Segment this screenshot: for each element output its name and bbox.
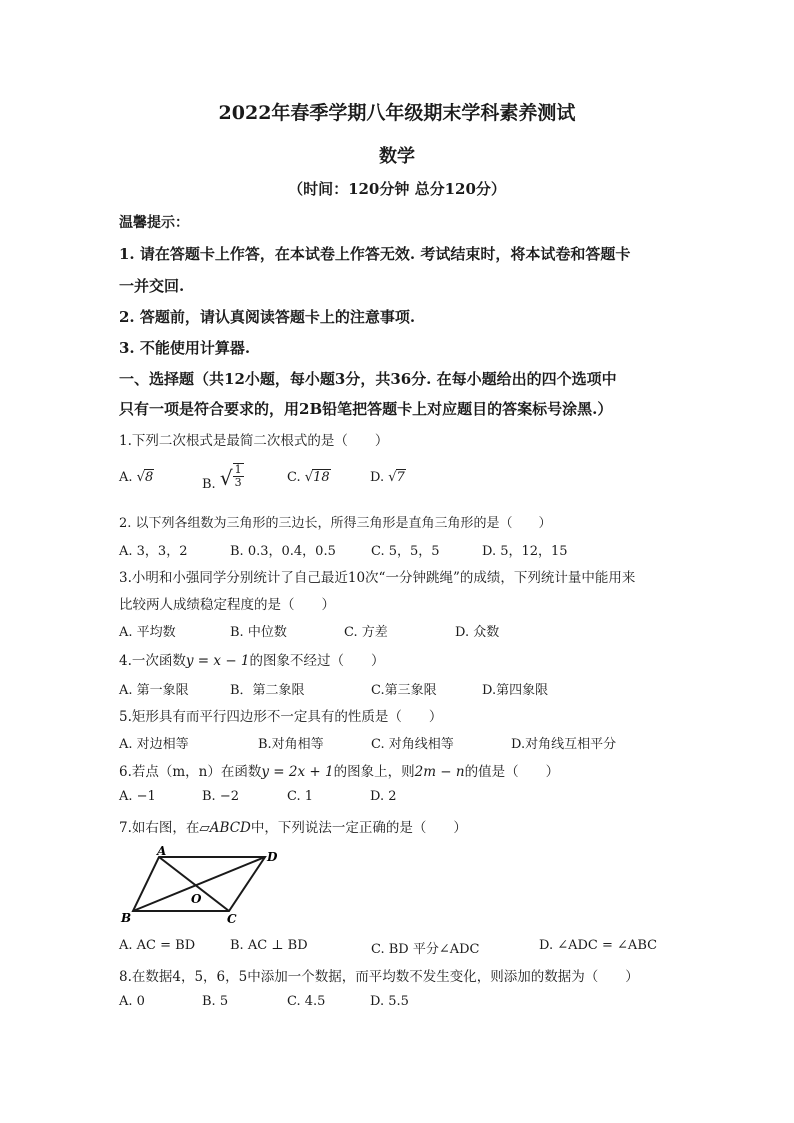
vertex-label-d: D <box>267 850 278 864</box>
q7-option-b: B. AC ⊥ BD <box>230 938 308 953</box>
sqrt-symbol-icon: √ <box>388 470 397 485</box>
q1-option-b-fraction <box>233 463 244 489</box>
section-1-line-2: 只有一项是符合要求的，用2B铅笔把答题卡上对应题目的答案标号涂黑.） <box>119 400 613 418</box>
q1-option-a-label: A. <box>119 470 133 485</box>
q7-stem <box>119 816 467 836</box>
q3-stem-line-1: 3.小明和小强同学分别统计了自己最近10次“一分钟跳绳”的成绩，下列统计量中能用来 <box>119 570 636 586</box>
q8-option-a: A. 0 <box>119 994 145 1009</box>
q4-option-b: B．第二象限 <box>230 683 305 698</box>
center-label-o: O <box>191 892 202 906</box>
vertex-label-a: A <box>157 845 167 858</box>
exam-meta: （时间：120分钟 总分120分） <box>288 180 506 198</box>
q5-stem: 5.矩形具有而平行四边形不一定具有的性质是（ ） <box>119 709 443 725</box>
sqrt-symbol-icon: √ <box>219 466 233 490</box>
note-3: 3. 不能使用计算器. <box>119 339 251 357</box>
q3-option-c: C. 方差 <box>344 625 388 640</box>
q4-stem <box>119 649 385 669</box>
q6-option-d: D. 2 <box>370 789 397 804</box>
q1-option-b-numerator: 1 <box>234 462 242 476</box>
q3-option-b: B. 中位数 <box>230 625 287 640</box>
q4-stem-math: y = x − 1 <box>185 653 250 669</box>
q1-option-b-denominator: 3 <box>234 475 242 489</box>
exam-subject: 数学 <box>379 146 415 167</box>
q2-option-a: A. 3，3，2 <box>119 544 188 559</box>
q6-stem-math: y = 2x + 1 <box>261 764 334 780</box>
q6-option-b: B. −2 <box>202 789 239 804</box>
q5-option-a: A. 对边相等 <box>119 737 189 752</box>
q8-option-b: B. 5 <box>202 994 229 1009</box>
q7-stem-post: 中，下列说法一定正确的是（ ） <box>250 820 467 836</box>
note-2: 2. 答题前，请认真阅读答题卡上的注意事项. <box>119 308 416 326</box>
q2-option-c: C. 5，5，5 <box>371 544 440 559</box>
q8-stem: 8.在数据4，5，6，5中添加一个数据，而平均数不发生变化，则添加的数据为（ ） <box>119 969 639 985</box>
q5-option-d: D.对角线互相平分 <box>511 737 617 752</box>
parallelogram-figure <box>119 845 289 927</box>
q6-stem-mid: 的图象上，则 <box>333 764 415 780</box>
exam-title: 2022年春季学期八年级期末学科素养测试 <box>218 102 576 124</box>
q6-stem <box>119 760 559 780</box>
note-1-line-2: 一并交回. <box>119 277 185 295</box>
q8-option-d: D. 5.5 <box>370 994 409 1009</box>
q4-stem-post: 的图象不经过（ ） <box>249 653 385 669</box>
q1-stem: 1.下列二次根式是最简二次根式的是（ ） <box>119 433 389 449</box>
q1-option-d-radicand: 7 <box>396 470 405 485</box>
note-1-line-1: 1. 请在答题卡上作答，在本试卷上作答无效. 考试结束时，将本试卷和答题卡 <box>119 245 631 263</box>
section-1-line-1: 一、选择题（共12小题，每小题3分，共36分. 在每小题给出的四个选项中 <box>119 370 617 388</box>
q1-option-c-label: C. <box>287 470 301 485</box>
q3-option-a: A. 平均数 <box>119 625 176 640</box>
q1-option-b <box>202 460 244 492</box>
q4-option-c: C.第三象限 <box>371 683 437 698</box>
q7-stem-pre: 7.如右图，在 <box>119 820 200 836</box>
q1-option-c <box>287 469 331 485</box>
q7-option-c: C. BD 平分∠ADC <box>371 942 480 957</box>
q6-stem-pre: 6.若点（m，n）在函数 <box>119 764 262 780</box>
q6-stem-math-2: 2m − n <box>414 764 465 780</box>
q6-option-a: A. −1 <box>119 789 156 804</box>
q7-option-a: A. AC = BD <box>119 938 196 953</box>
q3-stem-line-2: 比较两人成绩稳定程度的是（ ） <box>119 597 335 613</box>
q1-option-d-label: D. <box>370 470 385 485</box>
sqrt-symbol-icon: √ <box>304 470 314 485</box>
q4-option-d: D.第四象限 <box>482 683 549 698</box>
notes-heading: 温馨提示： <box>119 215 189 231</box>
q7-option-d: D. ∠ADC = ∠ABC <box>539 938 658 953</box>
q4-option-a: A. 第一象限 <box>119 683 189 698</box>
q7-stem-math: ▱ABCD <box>199 820 251 836</box>
q5-option-b: B.对角相等 <box>258 737 324 752</box>
q2-option-b: B. 0.3，0.4，0.5 <box>230 544 336 559</box>
q1-option-c-radicand: 18 <box>313 470 330 485</box>
q1-option-b-label: B. <box>202 477 216 492</box>
vertex-label-c: C <box>227 912 237 926</box>
q1-option-d <box>370 469 406 485</box>
q3-option-d: D. 众数 <box>455 625 500 640</box>
q4-stem-pre: 4.一次函数 <box>119 653 186 669</box>
q6-stem-post: 的值是（ ） <box>464 764 560 780</box>
q5-option-c: C. 对角线相等 <box>371 737 454 752</box>
vertex-label-b: B <box>121 911 132 925</box>
q2-option-d: D. 5，12，15 <box>482 544 568 559</box>
q6-option-c: C. 1 <box>287 789 314 804</box>
q2-stem: 2. 以下列各组数为三角形的三边长，所得三角形是直角三角形的是（ ） <box>119 516 552 531</box>
q1-option-a-radicand: 8 <box>144 470 154 485</box>
q1-option-a <box>119 469 154 485</box>
q8-option-c: C. 4.5 <box>287 994 326 1009</box>
sqrt-symbol-icon: √ <box>136 470 145 485</box>
